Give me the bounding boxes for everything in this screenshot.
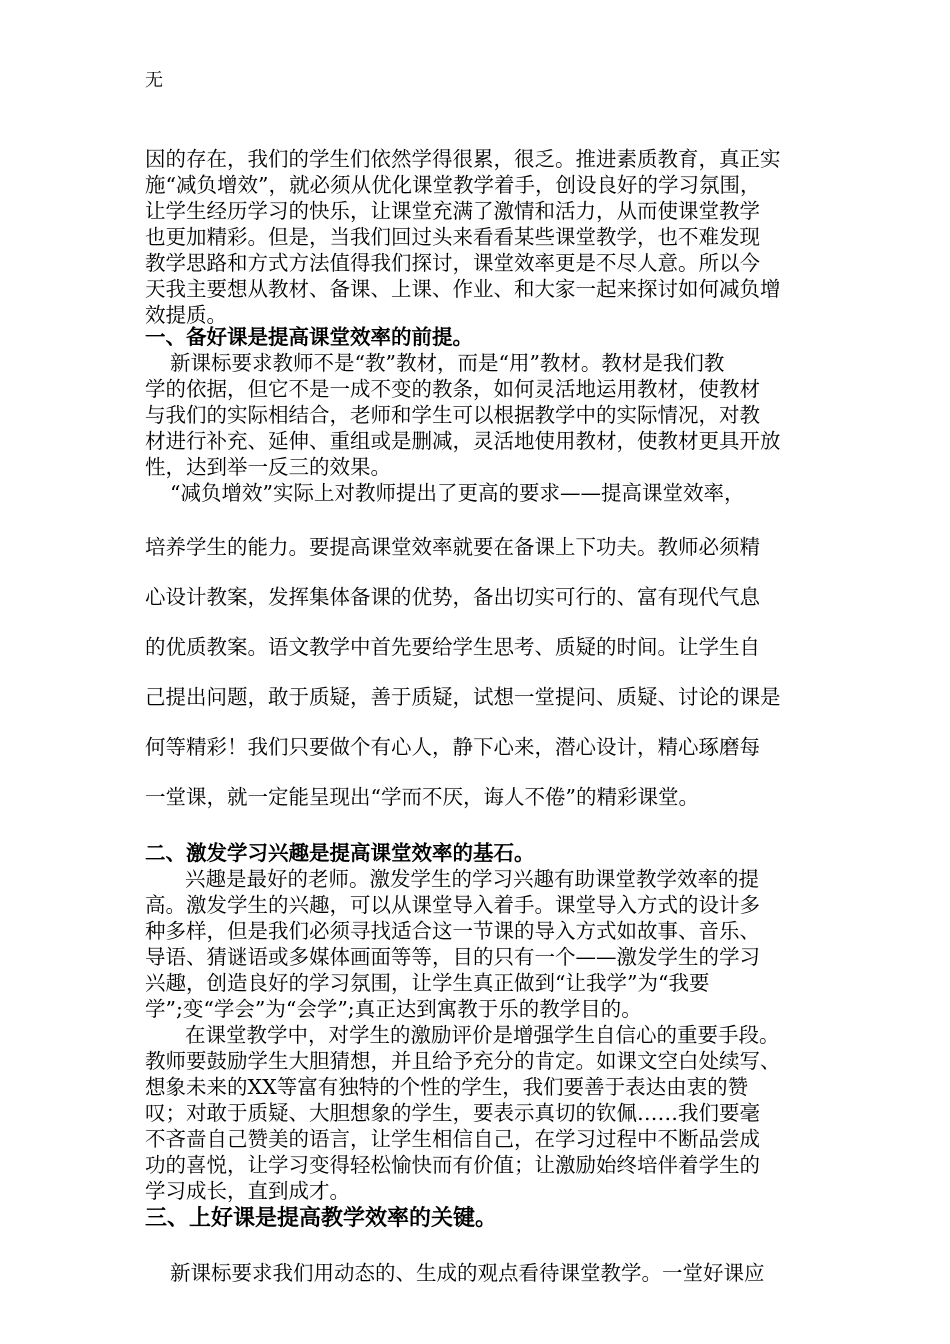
text-line: 天我主要想从教材、备课、上课、作业、和大家一起来探讨如何减负增 (145, 277, 781, 301)
text-line: 培养学生的能力。要提高课堂效率就要在备课上下功夫。教师必须精 (145, 535, 760, 559)
text-line: 在课堂教学中，对学生的激励评价是增强学生自信心的重要手段。 (185, 1023, 780, 1047)
text-line: 学的依据，但它不是一成不变的教条，如何灵活地运用教材，使教材 (145, 377, 760, 401)
text-line: 何等精彩！我们只要做个有心人，静下心来，潜心设计，精心琢磨每 (145, 735, 760, 759)
text-line: 材进行补充、延伸、重组或是删减，灵活地使用教材，使教材更具开放 (145, 429, 781, 453)
text-line: 教学思路和方式方法值得我们探讨，课堂效率更是不尽人意。所以今 (145, 251, 760, 275)
section-heading-3: 三、上好课是提高教学效率的关键。 (145, 1205, 498, 1231)
text-line: 己提出问题，敢于质疑，善于质疑，试想一堂提问、质疑、讨论的课是 (145, 685, 781, 709)
text-line: 导语、猜谜语或多媒体画面等等，目的只有一个——激发学生的学习 (145, 945, 760, 969)
page-header: 无 (145, 70, 163, 91)
text-line: “减负增效”实际上对教师提出了更高的要求——提高课堂效率， (170, 481, 745, 505)
text-line: 也更加精彩。但是，当我们回过头来看看某些课堂教学，也不难发现 (145, 225, 760, 249)
text-line: 与我们的实际相结合，老师和学生可以根据教学中的实际情况，对教 (145, 403, 760, 427)
text-line: 叹；对敢于质疑、大胆想象的学生，要表示真切的钦佩……我们要毫 (145, 1101, 760, 1125)
section-heading-2: 二、激发学习兴趣是提高课堂效率的基石。 (145, 841, 535, 865)
text-line: 新课标要求我们用动态的、生成的观点看待课堂教学。一堂好课应 (170, 1261, 765, 1285)
text-line: 不吝啬自己赞美的语言，让学生相信自己，在学习过程中不断品尝成 (145, 1127, 760, 1151)
text-line: 学习成长，直到成才。 (145, 1179, 350, 1203)
text-line: 种多样，但是我们必须寻找适合这一节课的导入方式如故事、音乐、 (145, 919, 760, 943)
text-line: 新课标要求教师不是“教”教材，而是“用”教材。教材是我们教 (170, 351, 725, 375)
section-heading-1: 一、备好课是提高课堂效率的前提。 (145, 325, 473, 349)
text-line: 兴趣是最好的老师。激发学生的学习兴趣有助课堂教学效率的提 (185, 867, 759, 891)
text-line: 心设计教案，发挥集体备课的优势，备出切实可行的、富有现代气息 (145, 585, 760, 609)
text-line: 一堂课，就一定能呈现出“学而不厌，诲人不倦”的精彩课堂。 (145, 785, 699, 809)
text-line: 教师要鼓励学生大胆猜想，并且给予充分的肯定。如课文空白处续写、 (145, 1049, 781, 1073)
text-line: 兴趣，创造良好的学习氛围，让学生真正做到“让我学”为“我要 (145, 971, 710, 995)
text-line: 让学生经历学习的快乐，让课堂充满了激情和活力，从而使课堂教学 (145, 199, 760, 223)
text-line: 高。激发学生的兴趣，可以从课堂导入着手。课堂导入方式的设计多 (145, 893, 760, 917)
text-line: 性，达到举一反三的效果。 (145, 455, 391, 479)
text-line: 效提质。 (145, 303, 227, 327)
text-line: 施“减负增效”，就必须从优化课堂教学着手，创设良好的学习氛围， (145, 173, 761, 197)
text-line: 的优质教案。语文教学中首先要给学生思考、质疑的时间。让学生自 (145, 635, 760, 659)
text-line: 功的喜悦，让学习变得轻松愉快而有价值；让激励始终培伴着学生的 (145, 1153, 760, 1177)
text-line: 学”;变“学会”为“会学”;真正达到寓教于乐的教学目的。 (145, 997, 642, 1021)
text-line: 因的存在，我们的学生们依然学得很累，很乏。推进素质教育，真正实 (145, 147, 781, 171)
text-line: 想象未来的XX等富有独特的个性的学生，我们要善于表达由衷的赞 (145, 1075, 749, 1099)
